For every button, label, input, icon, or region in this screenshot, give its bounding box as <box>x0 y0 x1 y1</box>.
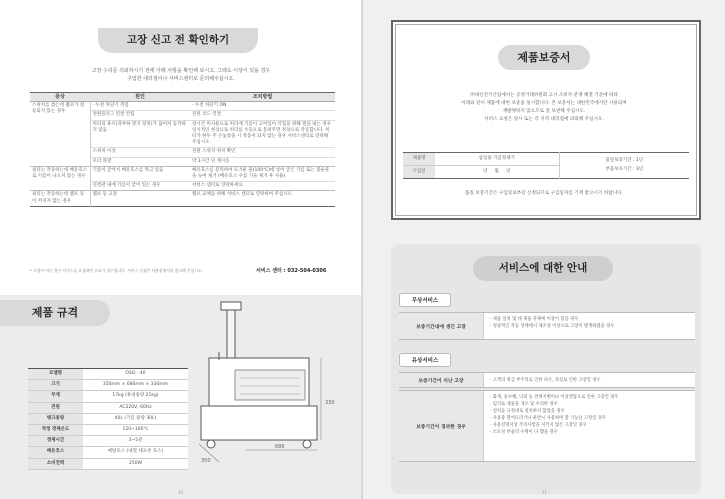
free-service-title: 무상서비스 <box>399 293 451 307</box>
page-number-right: 11 <box>542 490 548 495</box>
list-item: · 설치를 규정대로 설치하지 않았을 경우 <box>490 409 565 414</box>
cause-cell: 히터의 휴즈(과부하 방지 장치)가 끊어져 동작하지 않음 <box>92 121 186 133</box>
trouble-note: * 고장이 아닌 경우 서비스를 요청하면 유료가 청구됩니다. 서비스 신청은 사용설명서를 참고해 주십시오. <box>30 268 203 273</box>
product-drawing <box>195 300 335 470</box>
paid-service-items <box>484 391 624 461</box>
warranty-product-value: 삼일용 기름정제기 <box>478 156 515 161</box>
spec-value: 120~160℃ <box>122 427 149 433</box>
spec-value: OSO - 40 <box>125 371 146 376</box>
paid-service-row-2 <box>399 390 695 462</box>
spec-label: 크기 <box>28 380 83 391</box>
free-service-label: 보증기간내에 생긴 고장 <box>399 313 484 339</box>
warranty-text-4: 서비스 요청은 당사 또는 각 지역 대리점에 의뢰해 주십시오. <box>484 117 604 122</box>
spec-value: 3~5분 <box>128 438 143 444</box>
action-cell: 전원 코드 연결 <box>192 112 221 118</box>
spec-row <box>28 369 188 380</box>
list-item: · 임의로 제품을 개조 및 수리한 경우 <box>490 402 558 407</box>
spec-value: 250W <box>128 460 143 466</box>
spec-label: 모델명 <box>28 369 83 380</box>
list-item: · 사용설명서상 주의사항을 지키지 않은 고장일 경우 <box>490 423 587 428</box>
paid-service-label-2: 보증기간이 경과한 경우 <box>399 391 484 461</box>
cause-cell: 연결관 내에 기름이 굳어 있는 경우 <box>92 183 161 189</box>
header-cause: 원인 <box>135 94 145 100</box>
action-cell: 장시간 미사용으로 히터에 기름이 고여있어 식힘을 위해 열을 내는 경우 일시적인 현상으로 히터를 수동으로 올려주면 정상으로 작동합니다. 히터가 한두 주 손놓았을 시 작동이 되지 않는 경우 서비스센터로 연락해 주십시오. <box>192 121 331 146</box>
spec-row <box>28 436 188 447</box>
free-service-row <box>399 312 695 340</box>
spec-label: 정제시간 <box>28 436 83 447</box>
table-row <box>30 191 335 206</box>
service-center: 서비스 센터 : 032-504-0306 <box>256 268 327 274</box>
warranty-table <box>403 152 689 179</box>
paid-service-row-1 <box>399 372 695 388</box>
spec-row <box>28 380 188 391</box>
check-intro-line-1: 고장 수리를 의뢰하시기 전에 아래 사항을 확인해 보시고, 그래도 이상이 있을 경우 <box>91 68 271 74</box>
spec-value: 40L (기름 용량 30L) <box>114 415 157 421</box>
list-item: · 화재, 풍수해, 낙뢰 등 천재지변이나 이상전압으로 인한 고장인 경우 <box>490 395 619 400</box>
cause-cell: 스위치 이상 <box>92 149 116 155</box>
dim-width: 350 <box>201 458 211 464</box>
action-cell: 전원 스위치 위치 확인 <box>192 149 236 155</box>
spec-table <box>28 368 188 470</box>
spec-row <box>28 413 188 424</box>
symptom-cell: 필터는 작동하는데 배유호스로 기름이 나오지 않는 경우 <box>30 166 90 191</box>
warranty-text-1: ㈜대신전기산업에서는 공정거래위원회 고시 소비자 분쟁 해결 기준에 따라 <box>470 93 618 98</box>
cause-cell: 전원플러그 연결 안됨 <box>92 112 135 118</box>
dim-length: 686 <box>275 444 285 450</box>
spec-value: AC220V, 60Hz <box>119 404 152 410</box>
action-cell: 배유호스를 분리하여 뜨거운 물(100℃)에 넣어 굳은 기름 또는 불순물을 녹여 제거 (배유호스 수를 기술 제거 후 사용) <box>192 167 330 180</box>
paid-service-label-1: 보증기간이 지난 고장 <box>399 373 484 387</box>
spec-row <box>28 402 188 413</box>
spec-value: 350mm × 686mm × 330mm <box>102 382 169 388</box>
list-item: · 소모성 부품의 수명이 다 했을 경우 <box>490 430 558 435</box>
paid-service-title: 유상서비스 <box>399 353 451 367</box>
service-title: 서비스에 대한 안내 <box>473 256 613 281</box>
action-cell: 약 1시간 뒤 재시동 <box>192 158 230 164</box>
cause-cell: 모터 과열 <box>92 158 112 164</box>
list-item: · 사용중 떨어뜨리거나 운반시 사용하여 잘 기능난 고장일 경우 <box>490 416 607 421</box>
warranty-title: 제품보증서 <box>498 45 590 70</box>
spec-row <box>28 391 188 402</box>
header-action: 조치방법 <box>252 94 273 100</box>
spec-label: 탱크용량 <box>28 413 83 424</box>
list-item: · 고객의 취급 부주의로 인한 파손, 과실로 인한 고장일 경우 <box>490 378 601 383</box>
symptom-cell: 필터는 작동하는데 램프 등이 켜지지 않는 경우 <box>30 191 90 206</box>
list-item: · 제품 설치 및 테 제품 자체에 이상이 있을 경우 <box>490 317 579 322</box>
warranty-parts: 부품보유기간 : 3년 <box>605 167 644 173</box>
spec-label: 무게 <box>28 391 83 402</box>
warranty-period: 품질보증기간 : 1년 <box>605 158 644 163</box>
troubleshooting-table <box>30 92 335 207</box>
dim-height: 330 <box>325 400 335 406</box>
list-item: · 정상적인 작동 상태에서 제조상 이상으로 고장이 발생하였을 경우 <box>490 324 615 329</box>
spec-row <box>28 458 188 469</box>
spec-label: 배유호스 <box>28 447 83 458</box>
warranty-date-value: 년 월 일 <box>483 169 511 175</box>
spec-row <box>28 425 188 436</box>
spec-row <box>28 447 188 458</box>
cause-cell: 램프 등 고장 <box>92 192 118 198</box>
spec-label: 전원 <box>28 402 83 413</box>
spec-title: 제품 규격 <box>0 300 110 326</box>
spec-label: 적정 정제온도 <box>28 425 83 436</box>
spec-label: 소비전력 <box>28 458 83 469</box>
table-row <box>30 102 335 111</box>
cause-cell: · 누전 차단기 꺼짐 <box>92 103 129 109</box>
spec-value: 17kg (휴대용량 21kg) <box>112 393 159 399</box>
left-page <box>0 0 362 499</box>
warranty-date-label: 구입일 <box>403 166 435 179</box>
cause-cell: 기름이 굳어서 배유호스를 막고 있음 <box>92 167 164 173</box>
warranty-text-3: 재발행하지 않으므로 잘 보관해 주십시오. <box>502 109 586 114</box>
right-page <box>363 0 725 499</box>
page-number-left: 10 <box>178 490 184 495</box>
warranty-product-label: 제품명 <box>403 153 435 166</box>
action-cell: 램프 교체를 위해 서비스 센터로 연락하여 주십시오. <box>192 192 294 198</box>
free-service-items <box>484 313 620 339</box>
warranty-text-2: 아래와 같이 제품에 대한 보증을 실시합니다. 본 보증서는 대한민국에서만 사용되며 <box>461 101 627 106</box>
warranty-note: 품질 보증기간은 구입일로부터 산정되므로 구입일자를 기재 받으시기 바랍니다. <box>464 191 624 196</box>
spec-value: 메탈호스 (내열 테프론 호스) <box>107 449 164 455</box>
check-title: 고장 신고 전 확인하기 <box>98 28 258 53</box>
check-intro-line-2: 구입한 대리점이나 서비스센터로 문의해주십시오. <box>127 76 235 82</box>
action-cell: · 누전 차단기 ON <box>192 103 227 109</box>
table-row <box>30 166 335 181</box>
header-symptom: 증상 <box>55 94 65 100</box>
action-cell: 서비스 센터로 연락하세요 <box>192 183 243 189</box>
symptom-cell: 스위치를 켰는데 램프가 점등되지 않는 경우 <box>30 102 90 167</box>
